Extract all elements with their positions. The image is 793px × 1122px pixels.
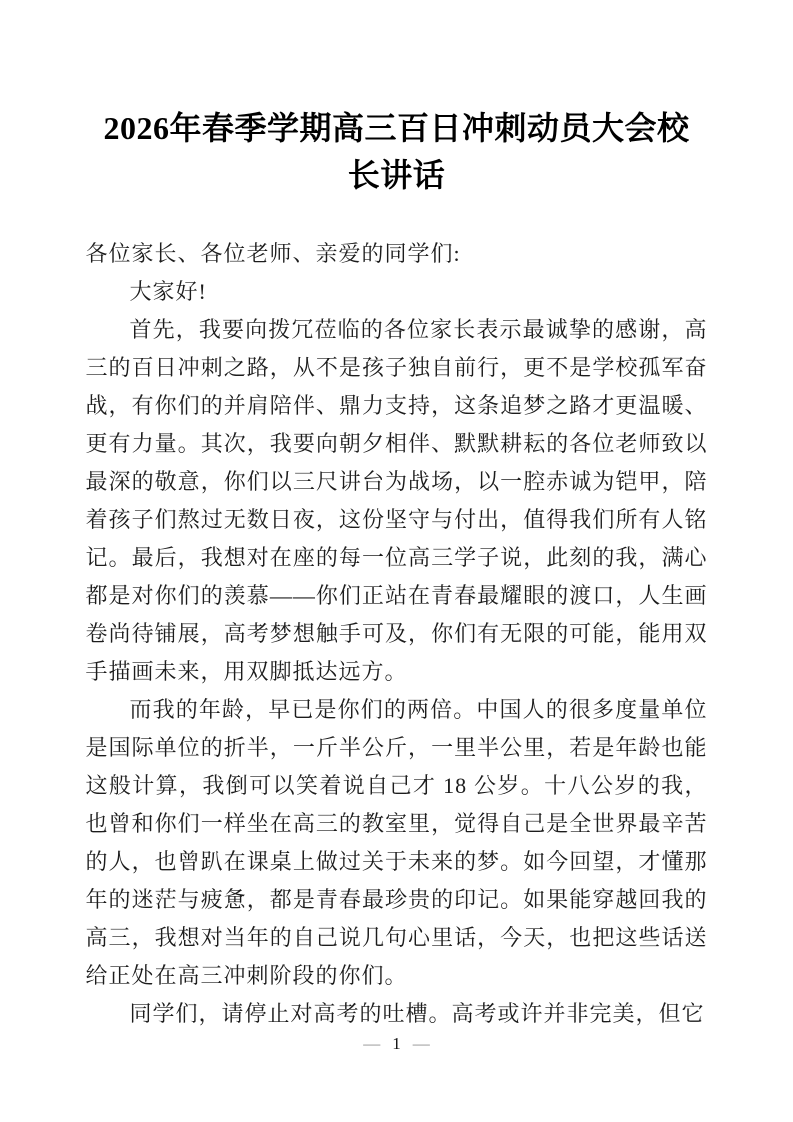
page-footer (0, 1033, 793, 1055)
paragraph-greeting: 大家好! (129, 279, 207, 304)
paragraph-age-reflection: 而我的年龄，早已是你们的两倍。中国人的很多度量单位是国际单位的折半，一斤半公斤，一里半公里，若是年龄也能这般计算，我倒可以笑着说自己才 18 公岁。十八公岁的我，也曾和你们一样坐在高三的教室里，觉得自己是全世界最辛苦的人，也曾趴在课桌上做过关于未来的梦。如今回望，才懂那年的迷茫与疲惫，都是青春最珍贵的印记。如果能穿越回我的高三，我想对当年的自己说几句心里话，今天，也把这些话送给正处在高三冲刺阶段的你们。 (85, 697, 708, 988)
footer-dash-right: — (412, 1034, 430, 1053)
page-number: 1 (392, 1034, 401, 1053)
salutation-line: 各位家长、各位老师、亲爱的同学们: (85, 241, 461, 266)
footer-dash-left: — (363, 1034, 381, 1053)
document-body (86, 235, 708, 1033)
document-title: 2026年春季学期高三百日冲刺动员大会校长讲话 (103, 110, 690, 193)
paragraph-gaokao-attitude: 同学们，请停止对高考的吐槽。高考或许并非完美，但它 (129, 1001, 705, 1026)
paragraph-gratitude: 首先，我要向拨冗莅临的各位家长表示最诚挚的感谢，高三的百日冲刺之路，从不是孩子独自前行，更不是学校孤军奋战，有你们的并肩陪伴、鼎力支持，这条追梦之路才更温暖、更有力量。其次，我要向朝夕相伴、默默耕耘的各位老师致以最深的敬意，你们以三尺讲台为战场，以一腔赤诚为铠甲，陪着孩子们熬过无数日夜，这份坚守与付出，值得我们所有人铭记。最后，我想对在座的每一位高三学子说，此刻的我，满心都是对你们的羡慕——你们正站在青春最耀眼的渡口，人生画卷尚待铺展，高考梦想触手可及，你们有无限的可能，能用双手描画未来，用双脚抵达远方。 (85, 317, 708, 684)
